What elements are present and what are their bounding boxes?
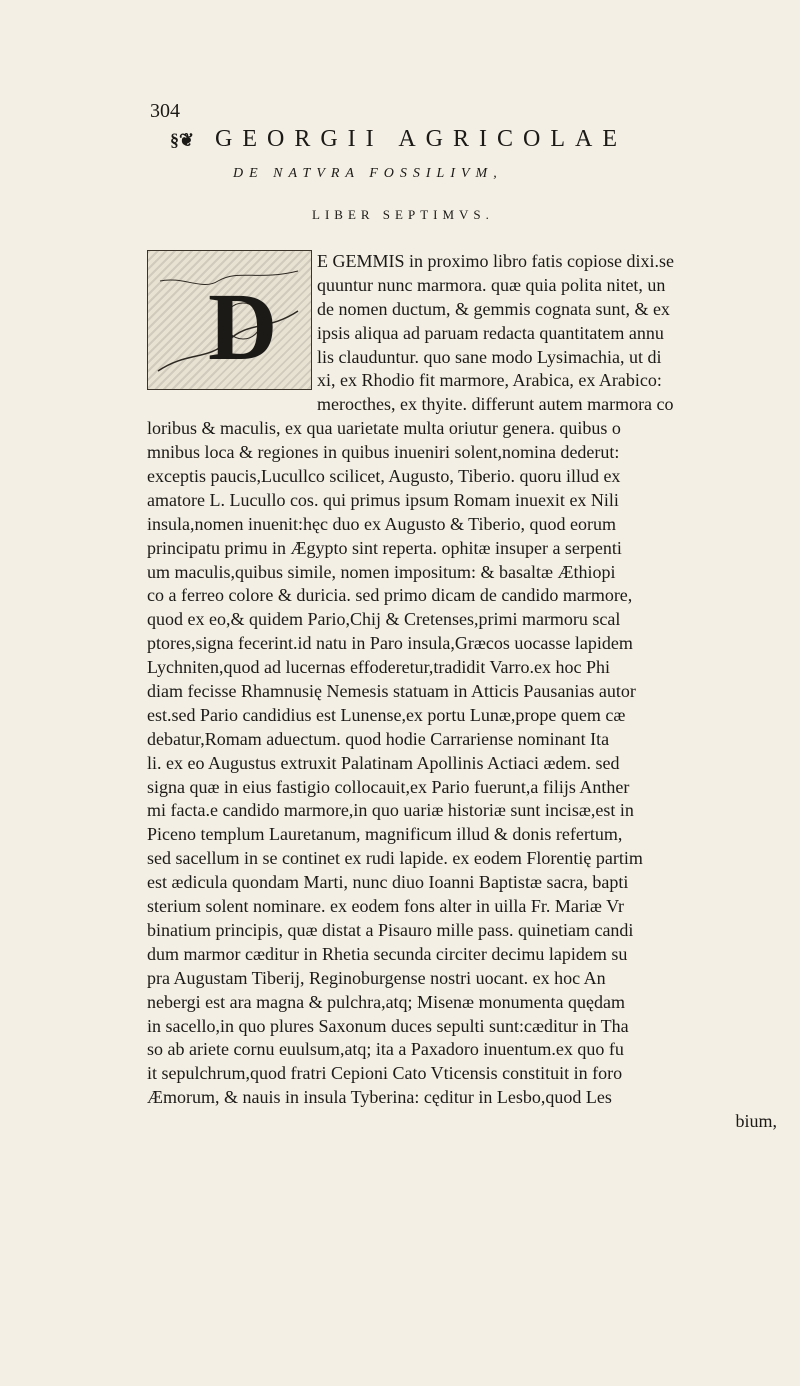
running-title-line [170,126,770,160]
text-line: Æmorum, & nauis in insula Tyberina: cęditur in Lesbo,quod Les [147,1087,612,1108]
text-line: exceptis paucis,Lucullco scilicet, Augusto, Tiberio. quoru illud ex [147,466,621,487]
text-line: bium, [735,1111,777,1132]
work-subtitle: DE NATVRA FOSSILIVM, [233,166,503,181]
text-line: sterium solent nominare. ex eodem fons alter in uilla Fr. Mariæ Vr [147,896,624,917]
text-line: lis clauduntur. quo sane modo Lysimachia, ut di [317,346,662,367]
text-line: signa quæ in eius fastigio collocauit,ex Pario fuerunt,a filijs Anther [147,776,630,797]
text-line: nebergi est ara magna & pulchra,atq; Misenæ monumenta quędam [147,991,626,1012]
text-line: Lychniten,quod ad lucernas effoderetur,tradidit Varro.ex hoc Phi [147,657,610,678]
text-line: co a ferreo colore & duricia. sed primo dicam de candido marmore, [147,585,633,606]
text-line: xi, ex Rhodio fit marmore, Arabica, ex Arabico: [317,370,662,391]
text-line: binatium principis, quæ distat a Pisauro mille pass. quinetiam candi [147,919,634,940]
text-line: diam fecisse Rhamnusię Nemesis statuam in Atticis Pausanias autor [147,681,636,702]
text-line: de nomen ductum, & gemmis cognata sunt, & ex [317,298,670,319]
running-title: GEORGII AGRICOLAE [215,126,627,152]
svg-text:D: D [208,273,278,380]
text-line: E GEMMIS in proximo libro fatis copiose dixi.se [317,251,674,271]
body-text [147,250,777,1134]
text-line: mi facta.e candido marmore,in quo uariæ historiæ sunt incisæ,est in [147,800,634,821]
text-line: ipsis aliqua ad paruam redacta quantitatem annu [317,322,664,343]
text-line: so ab ariete cornu euulsum,atq; ita a Paxadoro inuentum.ex quo fu [147,1039,624,1060]
text-line: merocthes, ex thyite. differunt autem marmora co [317,394,674,415]
text-line: loribus & maculis, ex qua uarietate multa oriutur genera. quibus o [147,418,621,439]
text-line: Piceno templum Lauretanum, magnificum illud & donis refertum, [147,824,623,845]
book-heading: LIBER SEPTIMVS. [312,207,494,222]
text-line: pra Augustam Tiberij, Reginoburgense nostri uocant. ex hoc An [147,967,606,988]
page-number: 304 [150,100,180,122]
text-line: debatur,Romam aduectum. quod hodie Carrariense nominant Ita [147,728,610,749]
text-line: it sepulchrum,quod fratri Cepioni Cato Vticensis constituit in foro [147,1063,623,1084]
text-line: insula,nomen inuenit:hęc duo ex Augusto & Tiberio, quod eorum [147,513,616,534]
text-line: principatu primu in Ægypto sint reperta. ophitæ insuper a serpenti [147,537,622,558]
text-line: amatore L. Lucullo cos. qui primus ipsum Romam inuexit ex Nili [147,489,619,510]
text-line: li. ex eo Augustus extruxit Palatinam Apollinis Actiaci ædem. sed [147,752,620,773]
text-line: dum marmor cæditur in Rhetia secunda circiter decimu lapidem su [147,943,628,964]
text-line: sed sacellum in se continet ex rudi lapide. ex eodem Florentię partim [147,848,643,869]
text-line: ptores,signa fecerint.id natu in Paro insula,Græcos uocasse lapidem [147,633,633,654]
text-line: mnibus loca & regiones in quibus inueniri solent,nomina dederut: [147,442,620,463]
text-line: in sacello,in quo plures Saxonum duces sepulti sunt:cæditur in Tha [147,1015,629,1036]
text-line: quuntur nunc marmora. quæ quia polita nitet, un [317,274,666,295]
printer-mark-icon: §❦ [170,130,195,150]
text-line: um maculis,quibus simile, nomen impositum: & basaltæ Æthiopi [147,561,616,582]
text-line: quod ex eo,& quidem Pario,Chij & Cretenses,primi marmoru scal [147,609,621,630]
text-line: est.sed Pario candidius est Lunense,ex portu Lunæ,prope quem cæ [147,704,626,725]
text-line: est ædicula quondam Marti, nunc diuo Ioanni Baptistæ sacra, bapti [147,872,629,893]
